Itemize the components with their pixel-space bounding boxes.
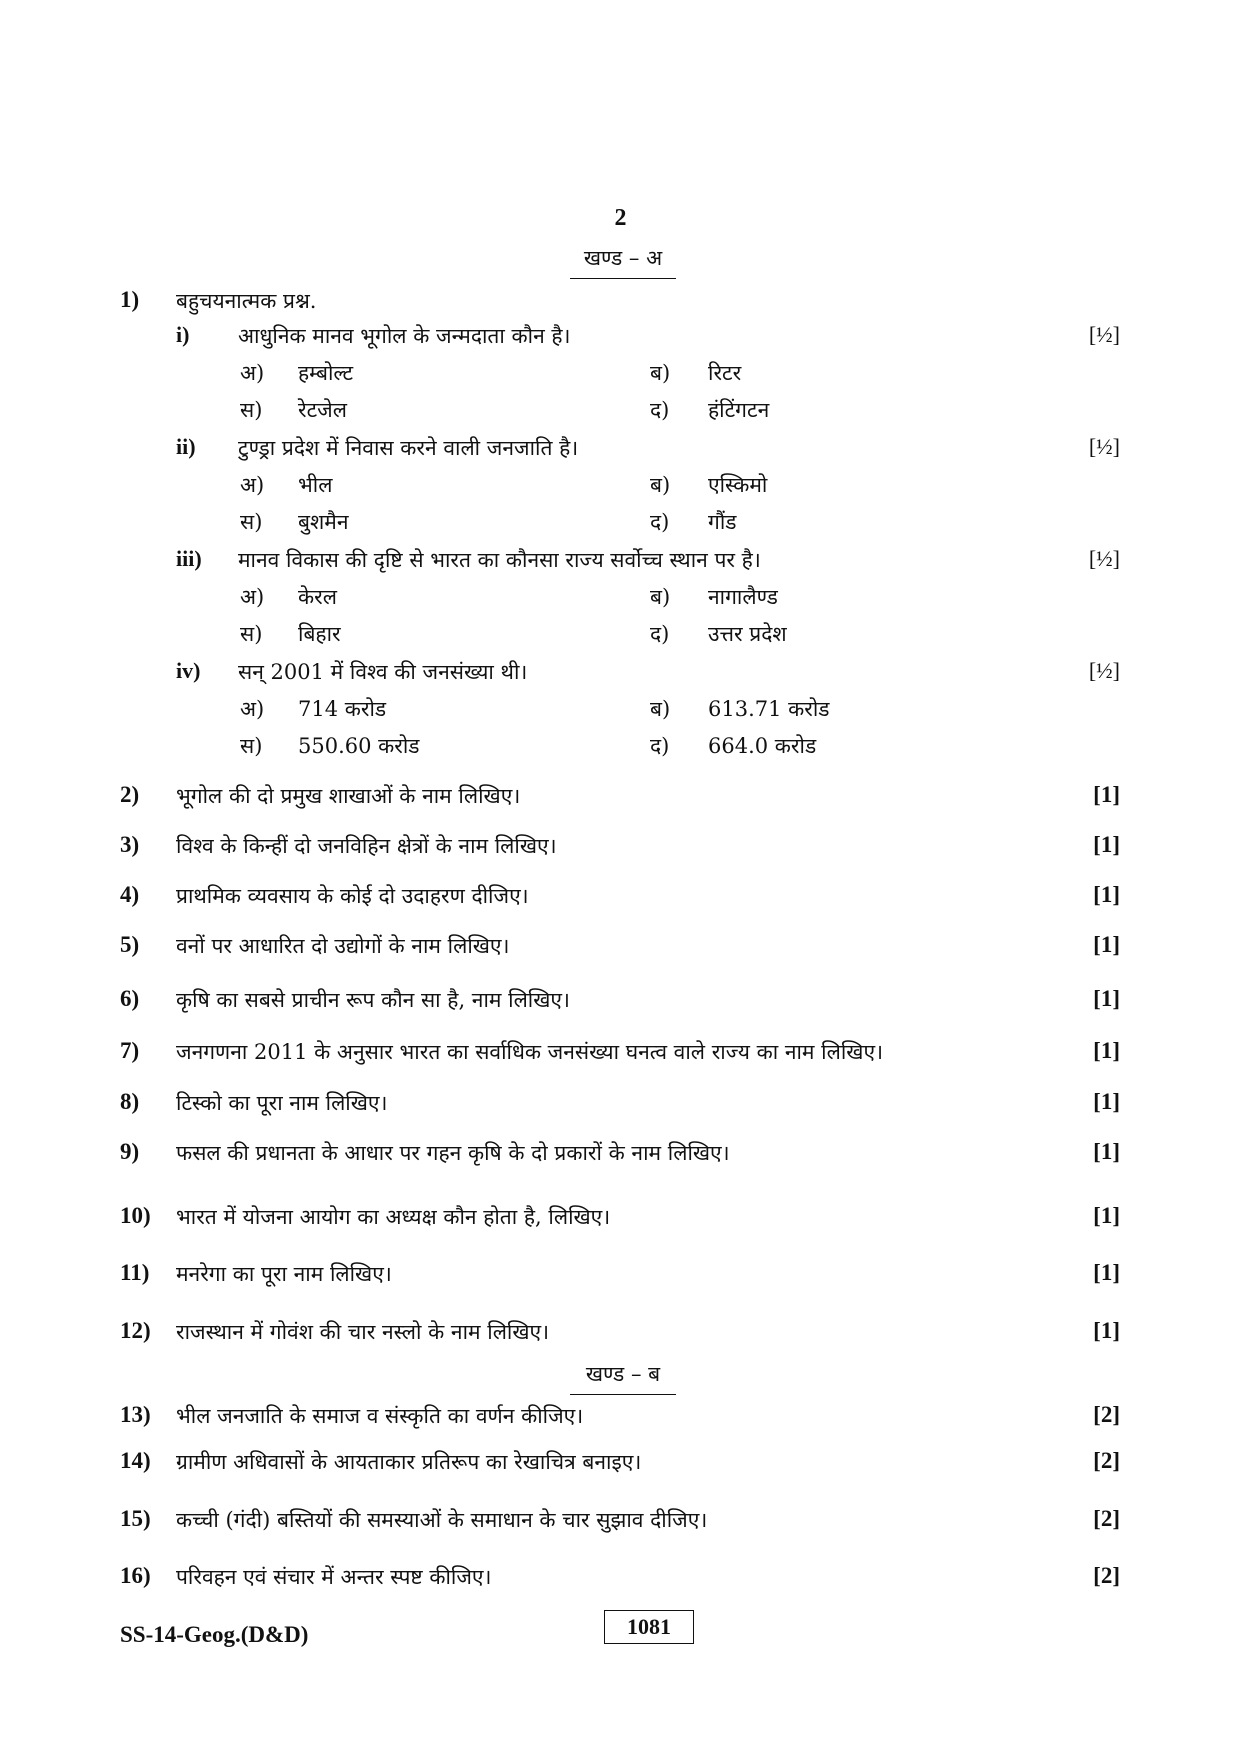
marks: [2] xyxy=(1093,1563,1120,1588)
question-number: 5) xyxy=(120,932,140,957)
option-label: द) xyxy=(650,398,670,422)
question-number: 3) xyxy=(120,832,140,857)
option-label: द) xyxy=(650,622,670,646)
paper-code: SS-14-Geog.(D&D) xyxy=(120,1622,309,1647)
question-text: प्राथमिक व्यवसाय के कोई दो उदाहरण दीजिए। xyxy=(176,884,529,908)
question-text: कृषि का सबसे प्राचीन रूप कौन सा है, नाम लिखिए। xyxy=(176,988,570,1012)
marks: [½] xyxy=(1088,434,1120,459)
option-text: रिटर xyxy=(708,361,742,385)
marks: [½] xyxy=(1088,658,1120,683)
page-number: 2 xyxy=(614,205,627,231)
option-text: नागालैण्ड xyxy=(708,585,778,609)
option-label: ब) xyxy=(650,361,671,385)
question-text: फसल की प्रधानता के आधार पर गहन कृषि के दो प्रकारों के नाम लिखिए। xyxy=(176,1141,730,1165)
question-text: परिवहन एवं संचार में अन्तर स्पष्ट कीजिए। xyxy=(176,1565,492,1589)
option-label: ब) xyxy=(650,697,671,721)
question-text: भूगोल की दो प्रमुख शाखाओं के नाम लिखिए। xyxy=(176,784,521,808)
sub-question-text: आधुनिक मानव भूगोल के जन्मदाता कौन है। xyxy=(238,324,571,348)
question-number: 4) xyxy=(120,882,140,907)
sub-question-number: i) xyxy=(176,322,190,347)
question-text: वनों पर आधारित दो उद्योगों के नाम लिखिए। xyxy=(176,934,510,958)
marks: [1] xyxy=(1093,882,1120,907)
question-number: 11) xyxy=(120,1260,150,1285)
question-number: 13) xyxy=(120,1402,151,1427)
option-text: उत्तर प्रदेश xyxy=(708,622,787,646)
question-number: 6) xyxy=(120,986,140,1011)
marks: [1] xyxy=(1093,1318,1120,1343)
option-label: अ) xyxy=(240,361,265,385)
question-text: जनगणना 2011 के अनुसार भारत का सर्वाधिक जनसंख्या घनत्व वाले राज्य का नाम लिखिए। xyxy=(176,1040,884,1064)
option-label: अ) xyxy=(240,585,265,609)
question-number: 14) xyxy=(120,1448,151,1473)
marks: [2] xyxy=(1093,1402,1120,1427)
marks: [2] xyxy=(1093,1448,1120,1473)
question-text: कच्ची (गंदी) बस्तियों की समस्याओं के समाधान के चार सुझाव दीजिए। xyxy=(176,1508,708,1532)
marks: [½] xyxy=(1088,546,1120,571)
question-number: 10) xyxy=(120,1203,151,1228)
option-text: 613.71 करोड xyxy=(708,697,830,721)
option-label: ब) xyxy=(650,585,671,609)
option-label: स) xyxy=(240,398,263,422)
marks: [1] xyxy=(1093,986,1120,1011)
sub-question-number: iii) xyxy=(176,546,202,571)
marks: [1] xyxy=(1093,1089,1120,1114)
question-number: 8) xyxy=(120,1089,140,1114)
option-text: 664.0 करोड xyxy=(708,734,817,758)
option-text: हंटिंगटन xyxy=(708,398,770,422)
marks: [1] xyxy=(1093,1038,1120,1063)
marks: [2] xyxy=(1093,1506,1120,1531)
section-b-heading: खण्ड – ब xyxy=(570,1360,676,1395)
sub-question-text: मानव विकास की दृष्टि से भारत का कौनसा राज्य सर्वोच्च स्थान पर है। xyxy=(238,548,761,572)
marks: [1] xyxy=(1093,1260,1120,1285)
marks: [1] xyxy=(1093,1203,1120,1228)
option-label: स) xyxy=(240,510,263,534)
option-text: 550.60 करोड xyxy=(298,734,420,758)
option-label: ब) xyxy=(650,473,671,497)
sub-question-text: सन् 2001 में विश्व की जनसंख्या थी। xyxy=(238,660,528,684)
question-number: 16) xyxy=(120,1563,151,1588)
question-number: 15) xyxy=(120,1506,151,1531)
option-label: द) xyxy=(650,510,670,534)
marks: [1] xyxy=(1093,782,1120,807)
paper-number-box: 1081 xyxy=(604,1610,694,1644)
question-number: 12) xyxy=(120,1318,151,1343)
option-text: एस्किमो xyxy=(708,473,768,497)
option-text: हम्बोल्ट xyxy=(298,361,354,385)
sub-question-number: ii) xyxy=(176,434,196,459)
question-text: ग्रामीण अधिवासों के आयताकार प्रतिरूप का रेखाचित्र बनाइए। xyxy=(176,1450,642,1474)
question-text: टिस्को का पूरा नाम लिखिए। xyxy=(176,1091,388,1115)
option-label: अ) xyxy=(240,697,265,721)
question-text: राजस्थान में गोवंश की चार नस्लो के नाम लिखिए। xyxy=(176,1320,550,1344)
option-text: केरल xyxy=(298,585,337,609)
question-text: विश्व के किन्हीं दो जनविहिन क्षेत्रों के नाम लिखिए। xyxy=(176,834,557,858)
option-text: भील xyxy=(298,473,333,497)
section-a-heading: खण्ड – अ xyxy=(570,244,676,279)
question-number: 2) xyxy=(120,782,140,807)
option-text: रेटजेल xyxy=(298,398,347,422)
marks: [1] xyxy=(1093,1139,1120,1164)
question-text: बहुचयनात्मक प्रश्न. xyxy=(176,289,317,313)
question-number: 7) xyxy=(120,1038,140,1063)
marks: [½] xyxy=(1088,322,1120,347)
option-text: बिहार xyxy=(298,622,341,646)
option-label: अ) xyxy=(240,473,265,497)
option-label: स) xyxy=(240,622,263,646)
question-number: 9) xyxy=(120,1139,140,1164)
marks: [1] xyxy=(1093,932,1120,957)
option-text: 714 करोड xyxy=(298,697,387,721)
marks: [1] xyxy=(1093,832,1120,857)
option-label: स) xyxy=(240,734,263,758)
question-number: 1) xyxy=(120,287,140,312)
option-label: द) xyxy=(650,734,670,758)
question-text: मनरेगा का पूरा नाम लिखिए। xyxy=(176,1262,392,1286)
sub-question-number: iv) xyxy=(176,658,201,683)
question-text: भील जनजाति के समाज व संस्कृति का वर्णन कीजिए। xyxy=(176,1404,584,1428)
option-text: बुशमैन xyxy=(298,510,349,534)
option-text: गौंड xyxy=(708,510,737,534)
question-text: भारत में योजना आयोग का अध्यक्ष कौन होता है, लिखिए। xyxy=(176,1205,611,1229)
sub-question-text: टुण्ड्रा प्रदेश में निवास करने वाली जनजाति है। xyxy=(238,436,579,460)
